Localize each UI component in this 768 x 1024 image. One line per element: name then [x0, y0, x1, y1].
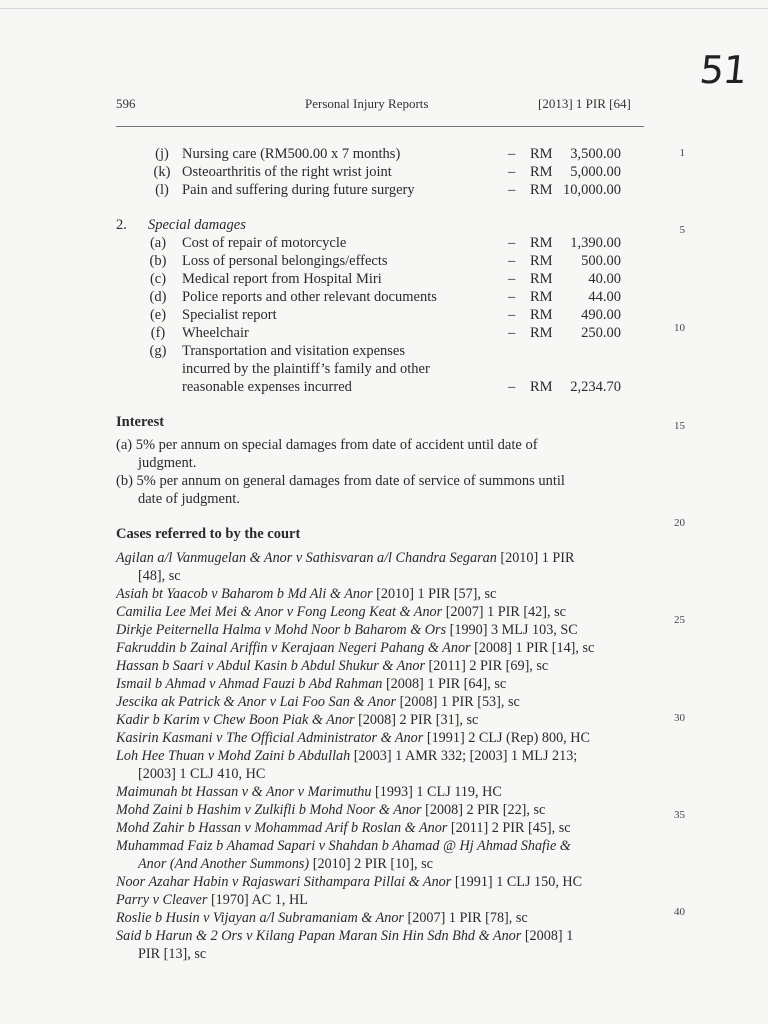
case-citation: [2008] 1 PIR [64], sc: [382, 676, 507, 692]
case-citation: [2008] 1 PIR [14], sc: [470, 640, 595, 656]
item-currency: RM: [530, 307, 553, 323]
case-entry: [116, 675, 644, 693]
item-description: Osteoarthritis of the right wrist joint: [182, 164, 392, 180]
item-currency: RM: [530, 253, 553, 269]
header-rule: [116, 126, 644, 127]
item-amount: 2,234.70: [570, 379, 621, 395]
section-title: Special damages: [148, 217, 246, 233]
item-description: Police reports and other relevant documents: [182, 289, 437, 305]
interest-item-b: [116, 472, 646, 508]
item-amount: 3,500.00: [570, 146, 621, 162]
case-continuation: [116, 855, 644, 873]
interest-text-continued: judgment.: [138, 455, 197, 471]
case-citation: [1993] 1 CLJ 119, HC: [371, 784, 502, 800]
case-entry: [116, 837, 644, 873]
case-citation: [2008] 2 PIR [31], sc: [354, 712, 479, 728]
margin-line-number: 20: [674, 517, 685, 529]
case-citation: [2010] 2 PIR [10], sc: [309, 856, 433, 872]
margin-line-number: 15: [674, 420, 685, 432]
case-name: Kasirin Kasmani v The Official Administrator & Anor: [116, 730, 424, 746]
case-entry: [116, 927, 644, 963]
item-currency: RM: [530, 164, 553, 180]
item-dash: –: [508, 379, 516, 395]
case-entry: [116, 747, 644, 783]
item-currency: RM: [530, 289, 553, 305]
case-name: Mohd Zahir b Hassan v Mohammad Arif b Roslan & Anor: [116, 820, 448, 836]
case-citation: [2007] 1 PIR [42], sc: [442, 604, 566, 620]
item-description: Pain and suffering during future surgery: [182, 182, 415, 198]
margin-line-number: 1: [679, 147, 685, 159]
case-entry: [116, 639, 644, 657]
item-amount: 490.00: [581, 307, 621, 323]
item-letter: (b): [149, 253, 167, 269]
item-description: Wheelchair: [182, 325, 249, 341]
case-entry: [116, 603, 644, 621]
item-description: Cost of repair of motorcycle: [182, 235, 347, 251]
case-entry: [116, 909, 644, 927]
case-name: Noor Azahar Habin v Rajaswari Sithampara Pillai & Anor: [116, 874, 452, 890]
case-name: Jescika ak Patrick & Anor v Lai Foo San & Anor: [116, 694, 397, 710]
case-citation-continued: [48], sc: [138, 568, 181, 584]
item-letter: (e): [149, 307, 167, 323]
case-entry: [116, 693, 644, 711]
item-letter: (k): [153, 164, 171, 180]
interest-heading: Interest: [116, 414, 165, 430]
case-entry: [116, 711, 644, 729]
margin-line-number: 10: [674, 322, 685, 334]
item-amount: 44.00: [588, 289, 621, 305]
case-name: Camilia Lee Mei Mei & Anor v Fong Leong Keat & Anor: [116, 604, 443, 620]
case-name: Said b Harun & 2 Ors v Kilang Papan Maran Sin Hin Sdn Bhd & Anor: [116, 928, 522, 944]
item-description: Specialist report: [182, 307, 277, 323]
item-dash: –: [508, 182, 516, 198]
item-currency: RM: [530, 182, 553, 198]
case-name-continued: Anor (And Another Summons): [138, 856, 310, 872]
case-name: Roslie b Husin v Vijayan a/l Subramaniam & Anor: [116, 910, 404, 926]
item-currency: RM: [530, 146, 553, 162]
running-title: Personal Injury Reports: [305, 96, 429, 111]
margin-line-number: 40: [674, 906, 685, 918]
item-currency: RM: [530, 235, 553, 251]
margin-line-number: 5: [679, 224, 685, 236]
item-dash: –: [508, 325, 516, 341]
case-name: Mohd Zaini b Hashim v Zulkifli b Mohd Noor & Anor: [116, 802, 422, 818]
case-citation: [2008] 1: [521, 928, 574, 944]
case-entry: [116, 729, 644, 747]
case-citation: [2008] 1 PIR [53], sc: [396, 694, 520, 710]
case-citation: [1990] 3 MLJ 103, SC: [446, 622, 578, 638]
case-citation-continued: [2003] 1 CLJ 410, HC: [138, 766, 266, 782]
item-amount: 500.00: [581, 253, 621, 269]
interest-text: (b) 5% per annum on general damages from date of service of summons until: [116, 473, 565, 489]
item-description: incurred by the plaintiff’s family and other: [182, 361, 430, 377]
cases-heading: Cases referred to by the court: [116, 526, 301, 542]
case-citation-continued: PIR [13], sc: [138, 946, 207, 962]
interest-text: (a) 5% per annum on special damages from date of accident until date of: [116, 437, 538, 453]
item-amount: 250.00: [581, 325, 621, 341]
item-letter: (g): [149, 343, 167, 359]
item-dash: –: [508, 164, 516, 180]
item-dash: –: [508, 307, 516, 323]
item-dash: –: [508, 289, 516, 305]
item-amount: 1,390.00: [570, 235, 621, 251]
item-currency: RM: [530, 379, 553, 395]
item-description: Medical report from Hospital Miri: [182, 271, 382, 287]
case-entry: [116, 873, 644, 891]
case-citation: [2007] 1 PIR [78], sc: [403, 910, 528, 926]
item-letter: (f): [150, 325, 166, 341]
item-description: Loss of personal belongings/effects: [182, 253, 388, 269]
case-entry: [116, 819, 644, 837]
item-dash: –: [508, 253, 516, 269]
case-name: Loh Hee Thuan v Mohd Zaini b Abdullah: [116, 748, 351, 764]
scan-edge-line: [0, 8, 768, 9]
case-entry: [116, 621, 644, 639]
item-letter: (c): [149, 271, 167, 287]
case-entry: [116, 657, 644, 675]
case-citation: [2010] 1 PIR [57], sc: [372, 586, 497, 602]
case-name: Hassan b Saari v Abdul Kasin b Abdul Shukur & Anor: [116, 658, 425, 674]
case-citation: [2011] 2 PIR [69], sc: [425, 658, 549, 674]
case-citation: [2008] 2 PIR [22], sc: [421, 802, 546, 818]
item-currency: RM: [530, 271, 553, 287]
case-citation: [2011] 2 PIR [45], sc: [447, 820, 571, 836]
case-name: Asiah bt Yaacob v Baharom b Md Ali & Anor: [116, 586, 373, 602]
item-description: reasonable expenses incurred: [182, 379, 352, 395]
case-citation: [1970] AC 1, HL: [207, 892, 308, 908]
case-name: Kadir b Karim v Chew Boon Piak & Anor: [116, 712, 355, 728]
case-citation: [1991] 1 CLJ 150, HC: [451, 874, 583, 890]
item-description: Transportation and visitation expenses: [182, 343, 405, 359]
margin-line-number: 30: [674, 712, 685, 724]
item-dash: –: [508, 235, 516, 251]
interest-item-a: [116, 436, 646, 472]
case-entry: [116, 549, 644, 585]
case-name: Maimunah bt Hassan v & Anor v Marimuthu: [116, 784, 372, 800]
item-letter: (l): [155, 182, 169, 198]
item-amount: 40.00: [588, 271, 621, 287]
item-dash: –: [508, 271, 516, 287]
handwritten-page-number: 51: [697, 48, 749, 92]
item-amount: 10,000.00: [563, 182, 621, 198]
margin-line-number: 25: [674, 614, 685, 626]
case-name: Muhammad Faiz b Ahamad Sapari v Shahdan b Ahamad @ Hj Ahmad Shafie &: [116, 838, 571, 854]
item-amount: 5,000.00: [570, 164, 621, 180]
case-citation: [1991] 2 CLJ (Rep) 800, HC: [423, 730, 590, 746]
case-citation: [2003] 1 AMR 332; [2003] 1 MLJ 213;: [350, 748, 578, 764]
case-name: Dirkje Peiternella Halma v Mohd Noor b Baharom & Ors: [116, 622, 447, 638]
case-entry: [116, 783, 644, 801]
case-entry: [116, 891, 644, 909]
case-name: Agilan a/l Vanmugelan & Anor v Sathisvaran a/l Chandra Segaran: [116, 550, 497, 566]
interest-text-continued: date of judgment.: [138, 491, 240, 507]
running-citation: [2013] 1 PIR [64]: [538, 96, 631, 111]
case-citation: [2010] 1 PIR: [496, 550, 575, 566]
section-number: 2.: [116, 217, 127, 233]
item-letter: (j): [155, 146, 169, 162]
case-entry: [116, 585, 644, 603]
case-name: Ismail b Ahmad v Ahmad Fauzi b Abd Rahman: [116, 676, 383, 692]
running-page-number: 596: [116, 96, 136, 111]
item-letter: (d): [149, 289, 167, 305]
case-name: Parry v Cleaver: [116, 892, 208, 908]
case-name: Fakruddin b Zainal Ariffin v Kerajaan Negeri Pahang & Anor: [116, 640, 471, 656]
item-dash: –: [508, 146, 516, 162]
item-letter: (a): [149, 235, 167, 251]
margin-line-number: 35: [674, 809, 685, 821]
item-description: Nursing care (RM500.00 x 7 months): [182, 146, 401, 162]
item-currency: RM: [530, 325, 553, 341]
case-entry: [116, 801, 644, 819]
